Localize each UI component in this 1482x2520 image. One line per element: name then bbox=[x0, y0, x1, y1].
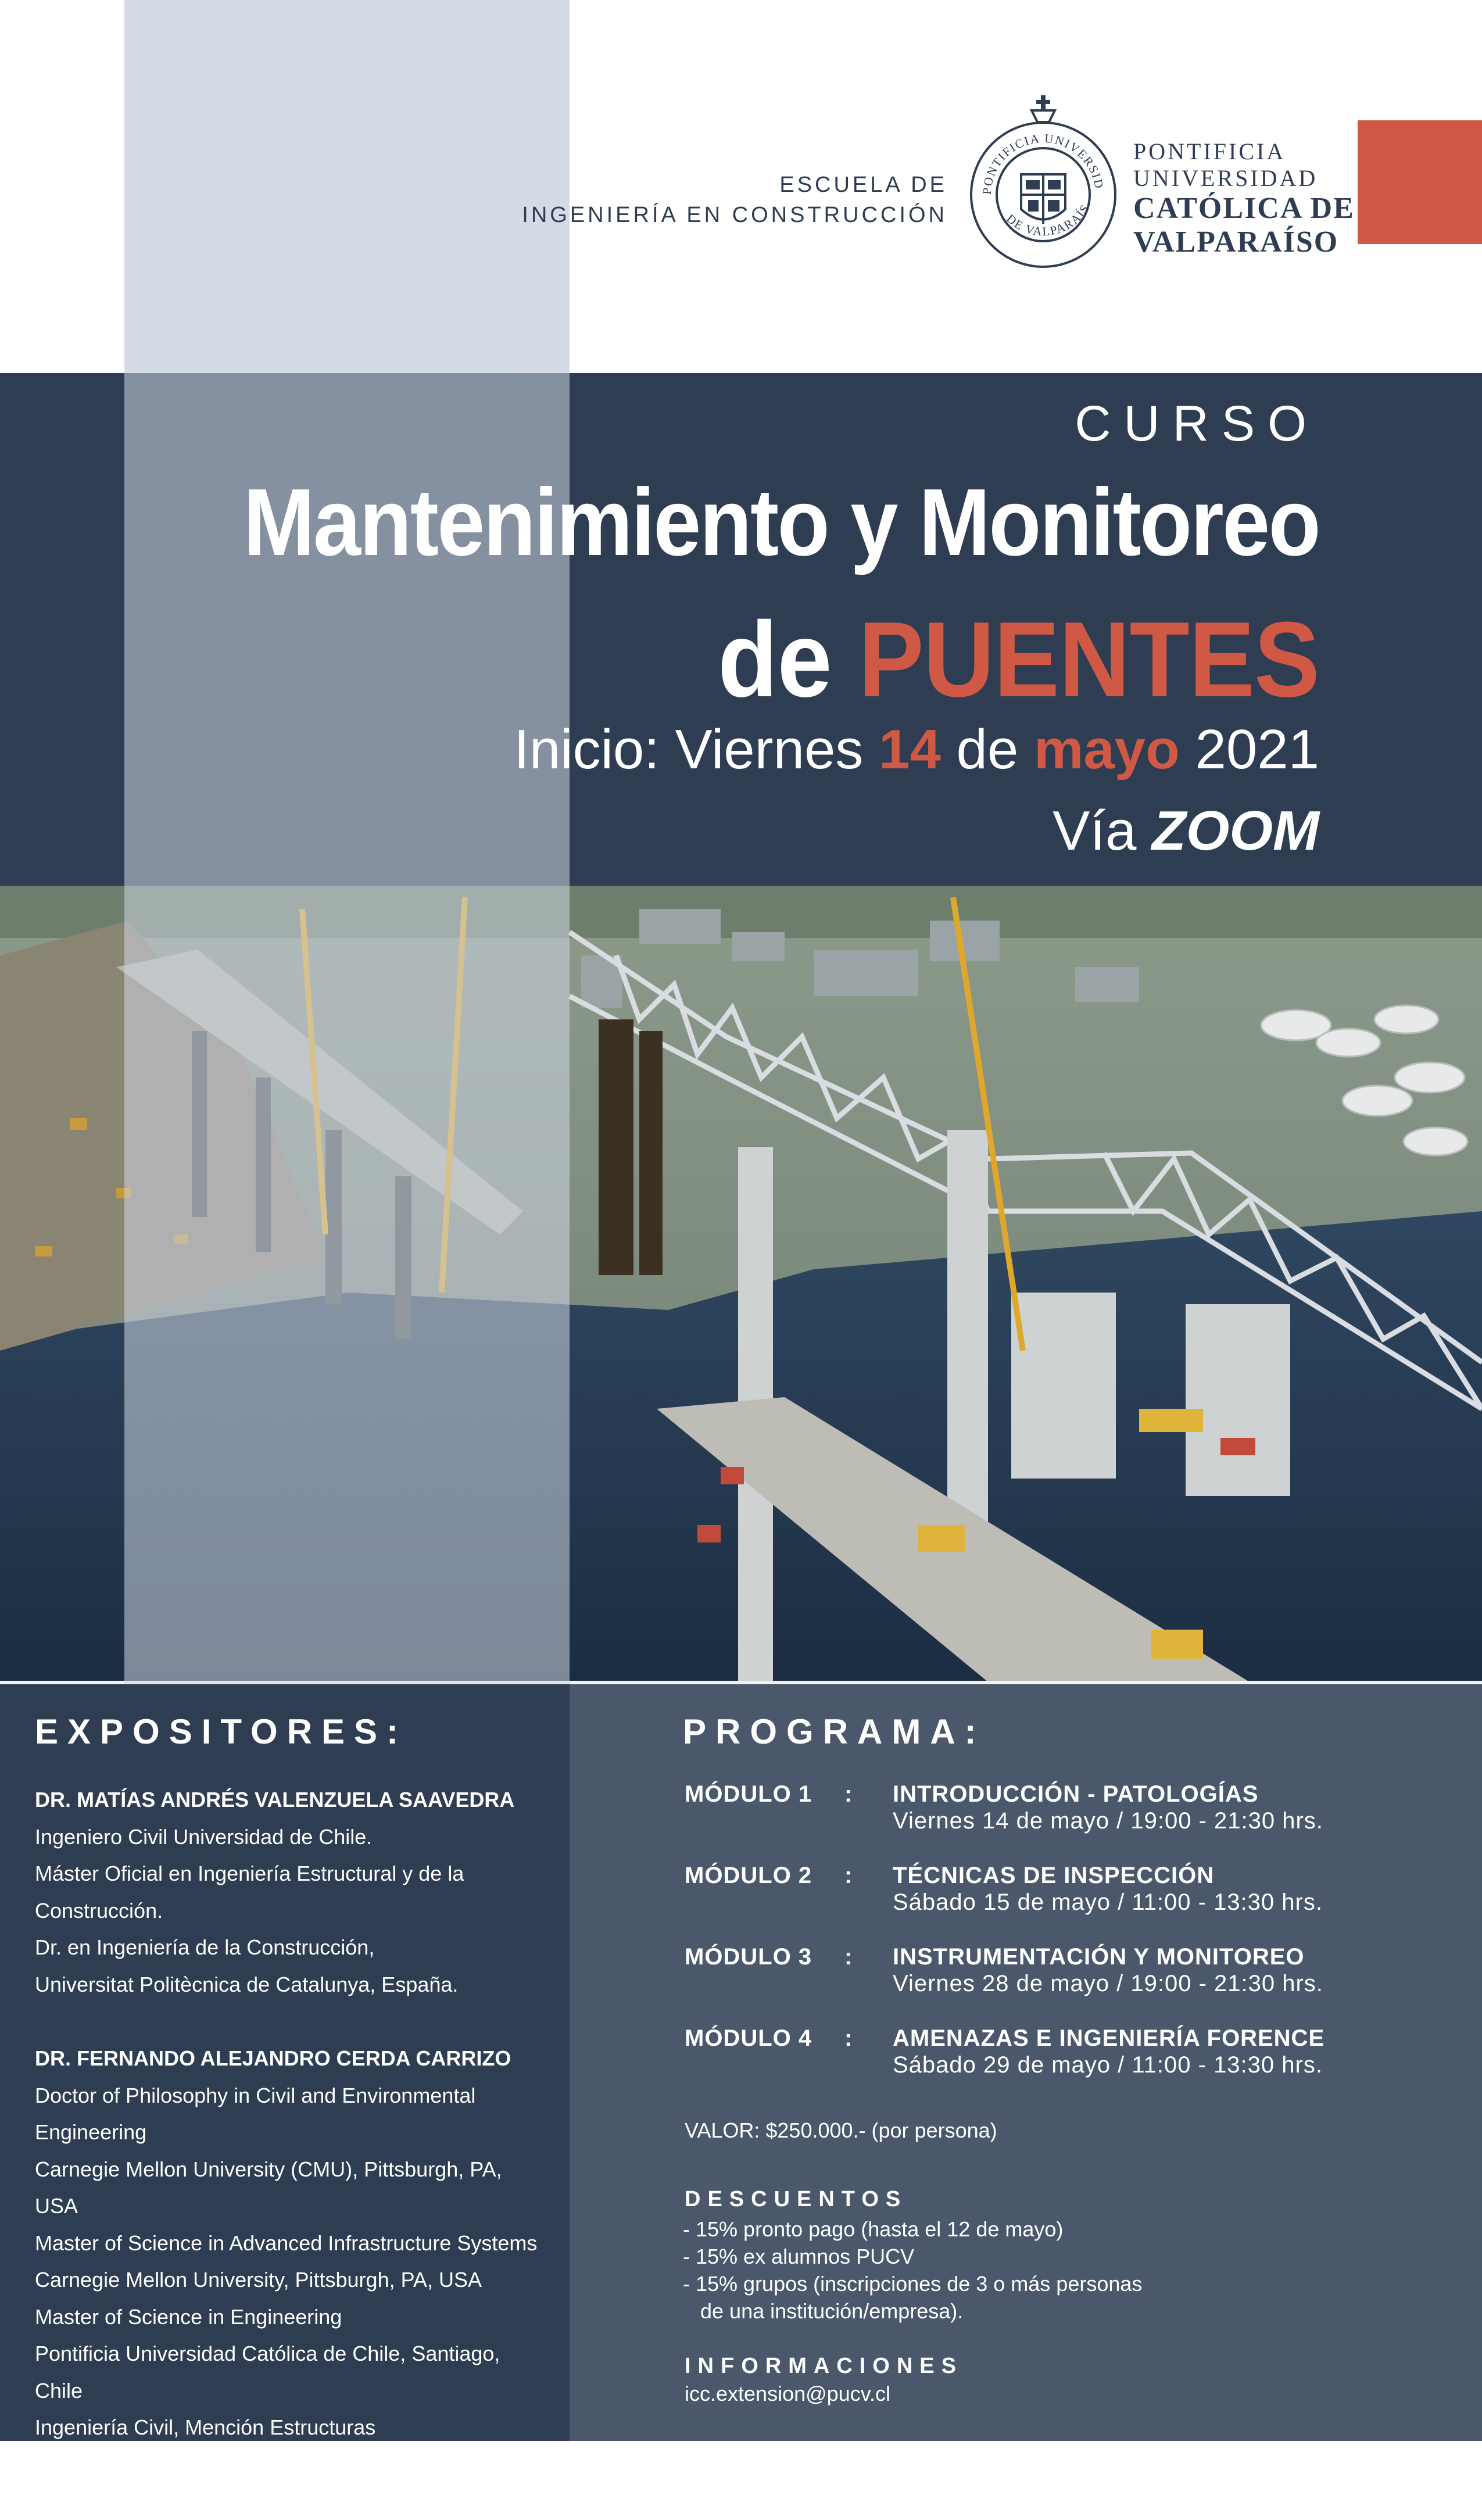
speaker-line: Ingeniería Civil, Mención Estructuras bbox=[35, 2415, 376, 2439]
module-title: INTRODUCCIÓN - PATOLOGÍAS bbox=[893, 1781, 1259, 1807]
start-month: mayo bbox=[1033, 718, 1180, 781]
title-prefix: de bbox=[718, 599, 832, 719]
module-title: INSTRUMENTACIÓN Y MONITOREO bbox=[893, 1944, 1305, 1970]
course-title-line-2 bbox=[718, 597, 1319, 721]
speaker-line: Carnegie Mellon University (CMU), Pittsburgh, PA, USA bbox=[35, 2157, 502, 2218]
speaker-line: Carnegie Mellon University, Pittsburgh, PA, USA bbox=[35, 2268, 482, 2292]
speaker-line: Universitat Politècnica de Catalunya, España. bbox=[35, 1972, 459, 1996]
module-label: MÓDULO 4 bbox=[685, 2025, 812, 2051]
title-highlight: PUENTES bbox=[858, 599, 1319, 719]
accent-square bbox=[1358, 120, 1482, 244]
delivery-mode bbox=[1053, 799, 1319, 863]
descuentos-heading: DESCUENTOS bbox=[685, 2187, 908, 2211]
speaker-line: Doctor of Philosophy in Civil and Environmental bbox=[35, 2083, 476, 2107]
speaker-line: Ingeniero Civil Universidad de Chile. bbox=[35, 1824, 373, 1849]
univ-line-3: CATÓLICA DE bbox=[1133, 192, 1355, 225]
speaker-1 bbox=[35, 1781, 546, 2003]
start-day: 14 bbox=[879, 718, 941, 781]
module-date: Viernes 28 de mayo / 19:00 - 21:30 hrs. bbox=[893, 1971, 1323, 1996]
school-name bbox=[522, 170, 947, 230]
univ-line-2: UNIVERSIDAD bbox=[1133, 165, 1318, 191]
school-line-2: INGENIERÍA EN CONSTRUCCIÓN bbox=[522, 203, 947, 227]
discount-item: - 15% pronto pago (hasta el 12 de mayo) bbox=[683, 2217, 1064, 2241]
speaker-line: Pontificia Universidad Católica de Chile, Santiago, Chile bbox=[35, 2452, 500, 2513]
module-colon: : bbox=[844, 1944, 853, 1970]
module-date: Sábado 29 de mayo / 11:00 - 13:30 hrs. bbox=[893, 2052, 1323, 2078]
discount-item: de una institución/empresa). bbox=[683, 2299, 964, 2323]
speaker-2 bbox=[35, 2040, 546, 2520]
univ-line-4: VALPARAÍSO bbox=[1133, 225, 1339, 259]
decorative-strip bbox=[124, 0, 570, 1684]
start-year: 2021 bbox=[1195, 718, 1319, 781]
module-label: MÓDULO 2 bbox=[685, 1863, 812, 1888]
module-date: Sábado 15 de mayo / 11:00 - 13:30 hrs. bbox=[893, 1889, 1323, 1915]
price: VALOR: $250.000.- (por persona) bbox=[685, 2118, 997, 2142]
discount-item: - 15% ex alumnos PUCV bbox=[683, 2245, 915, 2268]
via-platform: ZOOM bbox=[1152, 800, 1319, 862]
speaker-line: Dr. en Ingeniería de la Construcción, bbox=[35, 1935, 375, 1959]
svg-text:DE VALPARAÍSO: DE VALPARAÍS bbox=[1004, 201, 1093, 239]
university-seal-icon bbox=[968, 93, 1119, 274]
module-label: MÓDULO 3 bbox=[685, 1944, 812, 1970]
module-title: AMENAZAS E INGENIERÍA FORENCE bbox=[893, 2025, 1325, 2051]
module-colon: : bbox=[844, 1863, 853, 1888]
start-prefix: Inicio: Viernes bbox=[514, 718, 864, 781]
course-kicker: CURSO bbox=[1075, 396, 1319, 452]
descuentos-list bbox=[683, 2215, 1142, 2325]
via-prefix: Vía bbox=[1053, 800, 1137, 862]
module-title: TÉCNICAS DE INSPECCIÓN bbox=[893, 1863, 1215, 1888]
programa-heading: PROGRAMA: bbox=[683, 1712, 986, 1751]
speaker-line: Master of Science in Advanced Infrastructure Systems bbox=[35, 2231, 538, 2255]
speaker-name: DR. MATÍAS ANDRÉS VALENZUELA SAAVEDRA bbox=[35, 1788, 515, 1812]
module-label: MÓDULO 1 bbox=[685, 1781, 812, 1807]
expositores-heading: EXPOSITORES: bbox=[35, 1712, 408, 1751]
contact-email[interactable]: icc.extension@pucv.cl bbox=[685, 2382, 891, 2406]
school-line-1: ESCUELA DE bbox=[779, 173, 947, 197]
start-mid: de bbox=[956, 718, 1019, 781]
speaker-line: Pontificia Universidad Católica de Chile, Santiago, Chile bbox=[35, 2342, 500, 2403]
speaker-line: Engineering bbox=[35, 2120, 147, 2144]
svg-text:PONTIFICIA UNIVERSIDAD CATÓLIC bbox=[968, 93, 1107, 195]
informaciones-heading: INFORMACIONES bbox=[685, 2354, 963, 2378]
course-title-line-1: Mantenimiento y Monitoreo bbox=[243, 469, 1319, 575]
univ-line-1: PONTIFICIA bbox=[1133, 138, 1286, 164]
speaker-line: Construcción. bbox=[35, 1898, 163, 1923]
discount-item: - 15% grupos (inscripciones de 3 o más personas bbox=[683, 2272, 1143, 2296]
module-date: Viernes 14 de mayo / 19:00 - 21:30 hrs. bbox=[893, 1808, 1323, 1834]
speaker-name: DR. FERNANDO ALEJANDRO CERDA CARRIZO bbox=[35, 2046, 511, 2070]
module-colon: : bbox=[844, 2025, 853, 2051]
module-colon: : bbox=[844, 1781, 853, 1807]
start-date bbox=[514, 718, 1319, 782]
seal-text: PONTIFICIA UNIVERSID bbox=[979, 131, 1107, 195]
speaker-line: Master of Science in Engineering bbox=[35, 2304, 342, 2329]
university-name bbox=[1133, 138, 1355, 259]
speaker-line: Máster Oficial en Ingeniería Estructural y de la bbox=[35, 1862, 464, 1885]
